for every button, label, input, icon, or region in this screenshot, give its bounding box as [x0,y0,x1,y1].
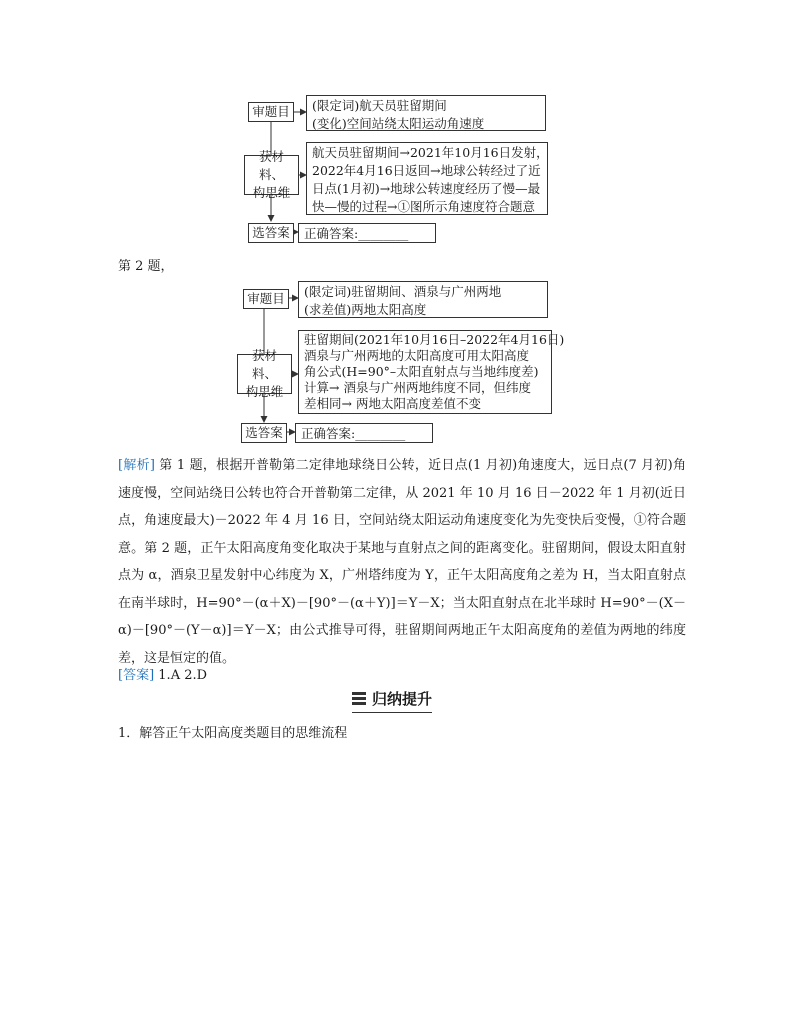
answer-line [118,664,207,683]
summary-point-1: 1．解答正午太阳高度类题目的思维流程 [118,726,348,741]
answer-tag: [答案] [118,668,155,683]
analysis-text: 第 1 题，根据开普勒第二定律地球绕日公转，近日点(1 月初)角速度大，远日点(7 月初)角速度慢，空间站绕日公转也符合开普勒第二定律，从 2021 年 10 月 16 日－2022 年 1 月初(近日点，角速度最大)－2022 年 4 月 16 日，空间站绕太阳运动角速度变化为先变快后变慢，①符合题意。第 2 题，正午太阳高度角变化取决于某地与直射点之间的距离变化。驻留期间，假设太阳直射点为 α，酒泉卫星发射中心纬度为 X，广州塔纬度为 Y，正午太阳高度角之差为 H，当太阳直射点在南半球时，H=90°－(α＋X)－[90°－(α＋Y)]＝Y－X；当太阳直射点在北半球时 H=90°－(X－α)－[90°－(Y－α)]＝Y－X；由公式推导可得，驻留期间两地正午太阳高度角的差值为两地的纬度差，这是恒定的值。 [118,458,686,666]
q2-review-label: 审题目 [243,289,289,309]
flowchart-q2 [0,0,794,450]
q2-material-label: 获材料、 构思维 [237,354,292,394]
q1-material-line: 日点(1月初)→地球公转速度经历了慢—最 [312,181,541,196]
q2-review-line: (限定词)驻留期间、酒泉与广州两地 [304,284,502,299]
q2-material-line: 计算→ 酒泉与广州两地纬度不同，但纬度 [304,380,531,395]
q2-review-line: (求差值)两地太阳高度 [304,302,427,317]
q2-title: 第 2 题， [118,259,174,274]
q1-material-label: 获材料、 构思维 [244,155,299,195]
q1-review-label: 审题目 [248,102,294,122]
q2-material-line: 角公式(H=90°–太阳直射点与当地纬度差) [304,364,539,379]
q2-review-box [298,281,548,318]
q1-material-line: 航天员驻留期间→2021年10月16日发射， [312,145,549,160]
q2-material-box [298,330,565,414]
q2-answer-label: 选答案 [241,423,287,443]
analysis-paragraph [118,452,686,672]
q2-answer-box: 正确答案:________ [295,423,433,443]
summary-heading [352,688,432,713]
q1-answer-label: 选答案 [248,223,294,243]
list-icon [352,692,366,705]
analysis-tag: [解析] [118,458,155,473]
answer-text: 1.A 2.D [154,668,208,683]
q2-material-line: 驻留期间(2021年10月16日–2022年4月16日) [304,332,565,347]
q1-answer-box: 正确答案:________ [298,223,436,243]
q1-review-line: (变化)空间站绕太阳运动角速度 [312,116,485,131]
q1-material-line: 2022年4月16日返回→地球公转经过了近 [312,163,541,178]
q2-material-line: 酒泉与广州两地的太阳高度可用太阳高度 [304,348,530,363]
q1-material-line: 快—慢的过程→①图所示角速度符合题意 [312,199,535,214]
summary-title: 归纳提升 [372,690,433,708]
q2-material-line: 差相同→ 两地太阳高度差值不变 [304,396,481,411]
q1-review-line: (限定词)航天员驻留期间 [312,98,447,113]
